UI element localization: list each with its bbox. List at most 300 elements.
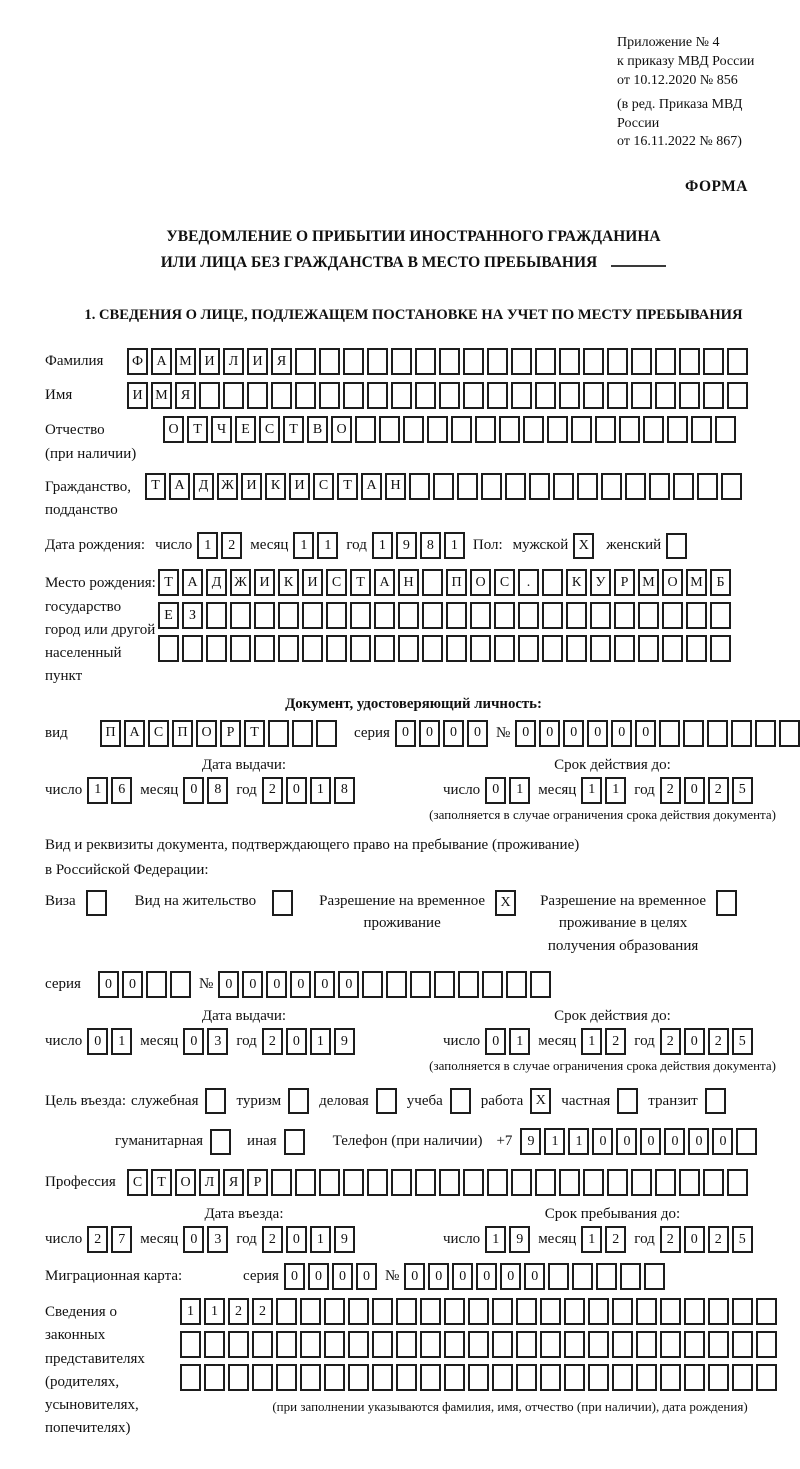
char-cell[interactable]: 2: [708, 1226, 729, 1253]
char-cell[interactable]: [553, 473, 574, 500]
char-cell[interactable]: 1: [581, 1226, 602, 1253]
char-cell[interactable]: [482, 971, 503, 998]
char-cell[interactable]: 1: [509, 1028, 530, 1055]
char-cell[interactable]: [367, 348, 388, 375]
char-cell[interactable]: И: [254, 569, 275, 596]
char-cell[interactable]: И: [289, 473, 310, 500]
char-cell[interactable]: 5: [732, 1028, 753, 1055]
char-cell[interactable]: [422, 635, 443, 662]
char-cell[interactable]: [494, 635, 515, 662]
char-cell[interactable]: [422, 569, 443, 596]
char-cell[interactable]: [649, 473, 670, 500]
char-cell[interactable]: [583, 348, 604, 375]
char-cell[interactable]: Т: [145, 473, 166, 500]
char-cell[interactable]: [540, 1364, 561, 1391]
char-cell[interactable]: [391, 1169, 412, 1196]
char-cell[interactable]: [679, 348, 700, 375]
char-cell[interactable]: [631, 348, 652, 375]
char-cell[interactable]: [708, 1331, 729, 1358]
char-cell[interactable]: [343, 382, 364, 409]
char-cell[interactable]: 2: [660, 1028, 681, 1055]
char-cell[interactable]: 0: [500, 1263, 521, 1290]
char-cell[interactable]: [492, 1364, 513, 1391]
char-cell[interactable]: Т: [187, 416, 208, 443]
char-cell[interactable]: 0: [443, 720, 464, 747]
char-cell[interactable]: 3: [207, 1028, 228, 1055]
char-cell[interactable]: М: [175, 348, 196, 375]
char-cell[interactable]: Т: [283, 416, 304, 443]
char-cell[interactable]: [372, 1298, 393, 1325]
char-cell[interactable]: 1: [485, 1226, 506, 1253]
char-cell[interactable]: [529, 473, 550, 500]
char-cell[interactable]: И: [199, 348, 220, 375]
visa-checkbox[interactable]: [86, 890, 107, 916]
char-cell[interactable]: [252, 1331, 273, 1358]
char-cell[interactable]: П: [172, 720, 193, 747]
char-cell[interactable]: [316, 720, 337, 747]
char-cell[interactable]: [779, 720, 800, 747]
char-cell[interactable]: [446, 635, 467, 662]
char-cell[interactable]: Ж: [217, 473, 238, 500]
char-cell[interactable]: 2: [262, 777, 283, 804]
char-cell[interactable]: Д: [193, 473, 214, 500]
char-cell[interactable]: Т: [158, 569, 179, 596]
char-cell[interactable]: [590, 602, 611, 629]
char-cell[interactable]: В: [307, 416, 328, 443]
char-cell[interactable]: А: [374, 569, 395, 596]
char-cell[interactable]: 0: [290, 971, 311, 998]
char-cell[interactable]: [206, 602, 227, 629]
char-cell[interactable]: [547, 416, 568, 443]
char-cell[interactable]: 0: [419, 720, 440, 747]
char-cell[interactable]: [588, 1331, 609, 1358]
char-cell[interactable]: [655, 1169, 676, 1196]
char-cell[interactable]: 8: [207, 777, 228, 804]
char-cell[interactable]: М: [151, 382, 172, 409]
char-cell[interactable]: 0: [284, 1263, 305, 1290]
char-cell[interactable]: 2: [262, 1226, 283, 1253]
char-cell[interactable]: [572, 1263, 593, 1290]
char-cell[interactable]: 2: [660, 777, 681, 804]
char-cell[interactable]: 0: [183, 1226, 204, 1253]
char-cell[interactable]: Т: [244, 720, 265, 747]
char-cell[interactable]: [686, 635, 707, 662]
char-cell[interactable]: 6: [111, 777, 132, 804]
char-cell[interactable]: [499, 416, 520, 443]
char-cell[interactable]: [348, 1298, 369, 1325]
char-cell[interactable]: 2: [252, 1298, 273, 1325]
char-cell[interactable]: З: [182, 602, 203, 629]
char-cell[interactable]: Т: [337, 473, 358, 500]
char-cell[interactable]: [481, 473, 502, 500]
char-cell[interactable]: 0: [684, 777, 705, 804]
char-cell[interactable]: 0: [712, 1128, 733, 1155]
temp-residence-permit-checkbox[interactable]: X: [495, 890, 516, 916]
char-cell[interactable]: [386, 971, 407, 998]
char-cell[interactable]: [199, 382, 220, 409]
char-cell[interactable]: [254, 602, 275, 629]
char-cell[interactable]: [535, 382, 556, 409]
char-cell[interactable]: 9: [520, 1128, 541, 1155]
char-cell[interactable]: [660, 1298, 681, 1325]
char-cell[interactable]: [564, 1364, 585, 1391]
char-cell[interactable]: 0: [539, 720, 560, 747]
char-cell[interactable]: [348, 1364, 369, 1391]
char-cell[interactable]: [254, 635, 275, 662]
char-cell[interactable]: [292, 720, 313, 747]
char-cell[interactable]: 1: [310, 777, 331, 804]
char-cell[interactable]: 0: [684, 1226, 705, 1253]
char-cell[interactable]: [451, 416, 472, 443]
char-cell[interactable]: [596, 1263, 617, 1290]
purpose-business-checkbox[interactable]: [376, 1088, 397, 1114]
char-cell[interactable]: [703, 348, 724, 375]
char-cell[interactable]: [505, 473, 526, 500]
char-cell[interactable]: 5: [732, 1226, 753, 1253]
char-cell[interactable]: 0: [684, 1028, 705, 1055]
char-cell[interactable]: К: [278, 569, 299, 596]
char-cell[interactable]: [583, 1169, 604, 1196]
char-cell[interactable]: [302, 602, 323, 629]
char-cell[interactable]: [511, 1169, 532, 1196]
char-cell[interactable]: [427, 416, 448, 443]
char-cell[interactable]: [583, 382, 604, 409]
char-cell[interactable]: [516, 1331, 537, 1358]
char-cell[interactable]: [374, 635, 395, 662]
char-cell[interactable]: [703, 1169, 724, 1196]
char-cell[interactable]: И: [241, 473, 262, 500]
char-cell[interactable]: 8: [420, 532, 441, 559]
char-cell[interactable]: [468, 1331, 489, 1358]
char-cell[interactable]: 1: [581, 777, 602, 804]
char-cell[interactable]: [324, 1364, 345, 1391]
char-cell[interactable]: 0: [485, 1028, 506, 1055]
char-cell[interactable]: [607, 1169, 628, 1196]
char-cell[interactable]: Б: [710, 569, 731, 596]
char-cell[interactable]: [204, 1331, 225, 1358]
char-cell[interactable]: [295, 382, 316, 409]
char-cell[interactable]: 0: [688, 1128, 709, 1155]
char-cell[interactable]: [506, 971, 527, 998]
char-cell[interactable]: [614, 635, 635, 662]
char-cell[interactable]: 0: [286, 777, 307, 804]
char-cell[interactable]: А: [169, 473, 190, 500]
char-cell[interactable]: [707, 720, 728, 747]
char-cell[interactable]: 0: [404, 1263, 425, 1290]
char-cell[interactable]: Е: [158, 602, 179, 629]
char-cell[interactable]: [271, 382, 292, 409]
char-cell[interactable]: [487, 382, 508, 409]
char-cell[interactable]: [372, 1364, 393, 1391]
char-cell[interactable]: [458, 971, 479, 998]
purpose-private-checkbox[interactable]: [617, 1088, 638, 1114]
char-cell[interactable]: [542, 635, 563, 662]
char-cell[interactable]: [439, 382, 460, 409]
char-cell[interactable]: [206, 635, 227, 662]
char-cell[interactable]: [756, 1298, 777, 1325]
char-cell[interactable]: М: [686, 569, 707, 596]
char-cell[interactable]: [302, 635, 323, 662]
char-cell[interactable]: [295, 348, 316, 375]
char-cell[interactable]: 0: [395, 720, 416, 747]
char-cell[interactable]: Я: [223, 1169, 244, 1196]
char-cell[interactable]: [470, 602, 491, 629]
char-cell[interactable]: [607, 348, 628, 375]
char-cell[interactable]: [660, 1331, 681, 1358]
char-cell[interactable]: [523, 416, 544, 443]
char-cell[interactable]: [398, 635, 419, 662]
char-cell[interactable]: 0: [183, 1028, 204, 1055]
char-cell[interactable]: П: [446, 569, 467, 596]
char-cell[interactable]: Н: [385, 473, 406, 500]
char-cell[interactable]: [300, 1298, 321, 1325]
char-cell[interactable]: [679, 382, 700, 409]
char-cell[interactable]: [708, 1364, 729, 1391]
char-cell[interactable]: [379, 416, 400, 443]
char-cell[interactable]: [683, 720, 704, 747]
char-cell[interactable]: [548, 1263, 569, 1290]
char-cell[interactable]: 2: [708, 1028, 729, 1055]
char-cell[interactable]: [660, 1364, 681, 1391]
char-cell[interactable]: [372, 1331, 393, 1358]
char-cell[interactable]: 9: [334, 1226, 355, 1253]
char-cell[interactable]: [228, 1364, 249, 1391]
char-cell[interactable]: [530, 971, 551, 998]
char-cell[interactable]: А: [124, 720, 145, 747]
char-cell[interactable]: [295, 1169, 316, 1196]
char-cell[interactable]: [684, 1298, 705, 1325]
char-cell[interactable]: [247, 382, 268, 409]
char-cell[interactable]: М: [638, 569, 659, 596]
char-cell[interactable]: Я: [175, 382, 196, 409]
char-cell[interactable]: [444, 1298, 465, 1325]
char-cell[interactable]: [710, 635, 731, 662]
char-cell[interactable]: [673, 473, 694, 500]
sex-female-checkbox[interactable]: [666, 533, 687, 559]
edu-residence-permit-checkbox[interactable]: [716, 890, 737, 916]
char-cell[interactable]: [732, 1364, 753, 1391]
char-cell[interactable]: [631, 1169, 652, 1196]
char-cell[interactable]: [662, 602, 683, 629]
char-cell[interactable]: [391, 348, 412, 375]
char-cell[interactable]: [564, 1331, 585, 1358]
char-cell[interactable]: Ч: [211, 416, 232, 443]
char-cell[interactable]: [367, 1169, 388, 1196]
char-cell[interactable]: 1: [111, 1028, 132, 1055]
char-cell[interactable]: Я: [271, 348, 292, 375]
char-cell[interactable]: [182, 635, 203, 662]
char-cell[interactable]: [612, 1331, 633, 1358]
char-cell[interactable]: [324, 1331, 345, 1358]
char-cell[interactable]: [492, 1298, 513, 1325]
char-cell[interactable]: [362, 971, 383, 998]
char-cell[interactable]: [433, 473, 454, 500]
char-cell[interactable]: 0: [587, 720, 608, 747]
char-cell[interactable]: [703, 382, 724, 409]
char-cell[interactable]: [667, 416, 688, 443]
char-cell[interactable]: И: [247, 348, 268, 375]
purpose-transit-checkbox[interactable]: [705, 1088, 726, 1114]
char-cell[interactable]: [518, 635, 539, 662]
char-cell[interactable]: [644, 1263, 665, 1290]
char-cell[interactable]: [684, 1331, 705, 1358]
char-cell[interactable]: [487, 1169, 508, 1196]
char-cell[interactable]: 2: [708, 777, 729, 804]
char-cell[interactable]: [170, 971, 191, 998]
char-cell[interactable]: [396, 1331, 417, 1358]
char-cell[interactable]: [343, 1169, 364, 1196]
char-cell[interactable]: [470, 635, 491, 662]
char-cell[interactable]: [494, 602, 515, 629]
char-cell[interactable]: П: [100, 720, 121, 747]
char-cell[interactable]: [492, 1331, 513, 1358]
char-cell[interactable]: [655, 382, 676, 409]
char-cell[interactable]: [409, 473, 430, 500]
char-cell[interactable]: [686, 602, 707, 629]
char-cell[interactable]: [535, 348, 556, 375]
char-cell[interactable]: [619, 416, 640, 443]
char-cell[interactable]: [410, 971, 431, 998]
char-cell[interactable]: 1: [310, 1028, 331, 1055]
char-cell[interactable]: [457, 473, 478, 500]
char-cell[interactable]: [620, 1263, 641, 1290]
char-cell[interactable]: [631, 382, 652, 409]
char-cell[interactable]: [708, 1298, 729, 1325]
char-cell[interactable]: [355, 416, 376, 443]
char-cell[interactable]: 0: [98, 971, 119, 998]
char-cell[interactable]: [588, 1298, 609, 1325]
char-cell[interactable]: [468, 1298, 489, 1325]
char-cell[interactable]: [542, 569, 563, 596]
char-cell[interactable]: [710, 602, 731, 629]
char-cell[interactable]: А: [182, 569, 203, 596]
char-cell[interactable]: [679, 1169, 700, 1196]
char-cell[interactable]: [180, 1364, 201, 1391]
char-cell[interactable]: 1: [444, 532, 465, 559]
char-cell[interactable]: 0: [592, 1128, 613, 1155]
char-cell[interactable]: 0: [314, 971, 335, 998]
char-cell[interactable]: Н: [398, 569, 419, 596]
sex-male-checkbox[interactable]: X: [573, 533, 594, 559]
char-cell[interactable]: [727, 348, 748, 375]
char-cell[interactable]: 2: [221, 532, 242, 559]
char-cell[interactable]: [662, 635, 683, 662]
char-cell[interactable]: 0: [428, 1263, 449, 1290]
char-cell[interactable]: С: [259, 416, 280, 443]
char-cell[interactable]: Л: [223, 348, 244, 375]
char-cell[interactable]: 0: [635, 720, 656, 747]
char-cell[interactable]: 0: [476, 1263, 497, 1290]
char-cell[interactable]: 1: [317, 532, 338, 559]
char-cell[interactable]: У: [590, 569, 611, 596]
char-cell[interactable]: О: [163, 416, 184, 443]
char-cell[interactable]: С: [494, 569, 515, 596]
char-cell[interactable]: И: [302, 569, 323, 596]
char-cell[interactable]: [348, 1331, 369, 1358]
char-cell[interactable]: [732, 1331, 753, 1358]
char-cell[interactable]: О: [331, 416, 352, 443]
char-cell[interactable]: 1: [293, 532, 314, 559]
char-cell[interactable]: [566, 635, 587, 662]
char-cell[interactable]: [659, 720, 680, 747]
char-cell[interactable]: 0: [332, 1263, 353, 1290]
char-cell[interactable]: 9: [334, 1028, 355, 1055]
char-cell[interactable]: .: [518, 569, 539, 596]
char-cell[interactable]: [278, 602, 299, 629]
char-cell[interactable]: [415, 1169, 436, 1196]
char-cell[interactable]: [271, 1169, 292, 1196]
char-cell[interactable]: [755, 720, 776, 747]
char-cell[interactable]: О: [662, 569, 683, 596]
char-cell[interactable]: [542, 602, 563, 629]
char-cell[interactable]: [636, 1331, 657, 1358]
char-cell[interactable]: [535, 1169, 556, 1196]
char-cell[interactable]: Р: [247, 1169, 268, 1196]
residence-permit-checkbox[interactable]: [272, 890, 293, 916]
char-cell[interactable]: [398, 602, 419, 629]
char-cell[interactable]: [439, 348, 460, 375]
char-cell[interactable]: Е: [235, 416, 256, 443]
char-cell[interactable]: [540, 1331, 561, 1358]
char-cell[interactable]: [571, 416, 592, 443]
char-cell[interactable]: Ф: [127, 348, 148, 375]
char-cell[interactable]: Т: [350, 569, 371, 596]
char-cell[interactable]: 1: [605, 777, 626, 804]
char-cell[interactable]: [614, 602, 635, 629]
purpose-study-checkbox[interactable]: [450, 1088, 471, 1114]
char-cell[interactable]: [595, 416, 616, 443]
char-cell[interactable]: [715, 416, 736, 443]
char-cell[interactable]: [367, 382, 388, 409]
char-cell[interactable]: С: [148, 720, 169, 747]
char-cell[interactable]: [721, 473, 742, 500]
char-cell[interactable]: [403, 416, 424, 443]
char-cell[interactable]: [516, 1364, 537, 1391]
char-cell[interactable]: А: [151, 348, 172, 375]
char-cell[interactable]: [732, 1298, 753, 1325]
char-cell[interactable]: [612, 1298, 633, 1325]
char-cell[interactable]: 5: [732, 777, 753, 804]
char-cell[interactable]: 1: [372, 532, 393, 559]
char-cell[interactable]: [487, 348, 508, 375]
char-cell[interactable]: [577, 473, 598, 500]
char-cell[interactable]: [643, 416, 664, 443]
char-cell[interactable]: [350, 602, 371, 629]
char-cell[interactable]: [230, 602, 251, 629]
char-cell[interactable]: [343, 348, 364, 375]
char-cell[interactable]: [691, 416, 712, 443]
char-cell[interactable]: [511, 348, 532, 375]
char-cell[interactable]: [612, 1364, 633, 1391]
char-cell[interactable]: 0: [664, 1128, 685, 1155]
char-cell[interactable]: [146, 971, 167, 998]
char-cell[interactable]: [697, 473, 718, 500]
char-cell[interactable]: [434, 971, 455, 998]
char-cell[interactable]: 1: [197, 532, 218, 559]
char-cell[interactable]: [638, 635, 659, 662]
char-cell[interactable]: [468, 1364, 489, 1391]
char-cell[interactable]: 0: [183, 777, 204, 804]
char-cell[interactable]: [638, 602, 659, 629]
char-cell[interactable]: [415, 382, 436, 409]
char-cell[interactable]: [228, 1331, 249, 1358]
char-cell[interactable]: Р: [614, 569, 635, 596]
purpose-other-checkbox[interactable]: [284, 1129, 305, 1155]
char-cell[interactable]: С: [127, 1169, 148, 1196]
char-cell[interactable]: 8: [334, 777, 355, 804]
char-cell[interactable]: [588, 1364, 609, 1391]
char-cell[interactable]: 0: [286, 1028, 307, 1055]
